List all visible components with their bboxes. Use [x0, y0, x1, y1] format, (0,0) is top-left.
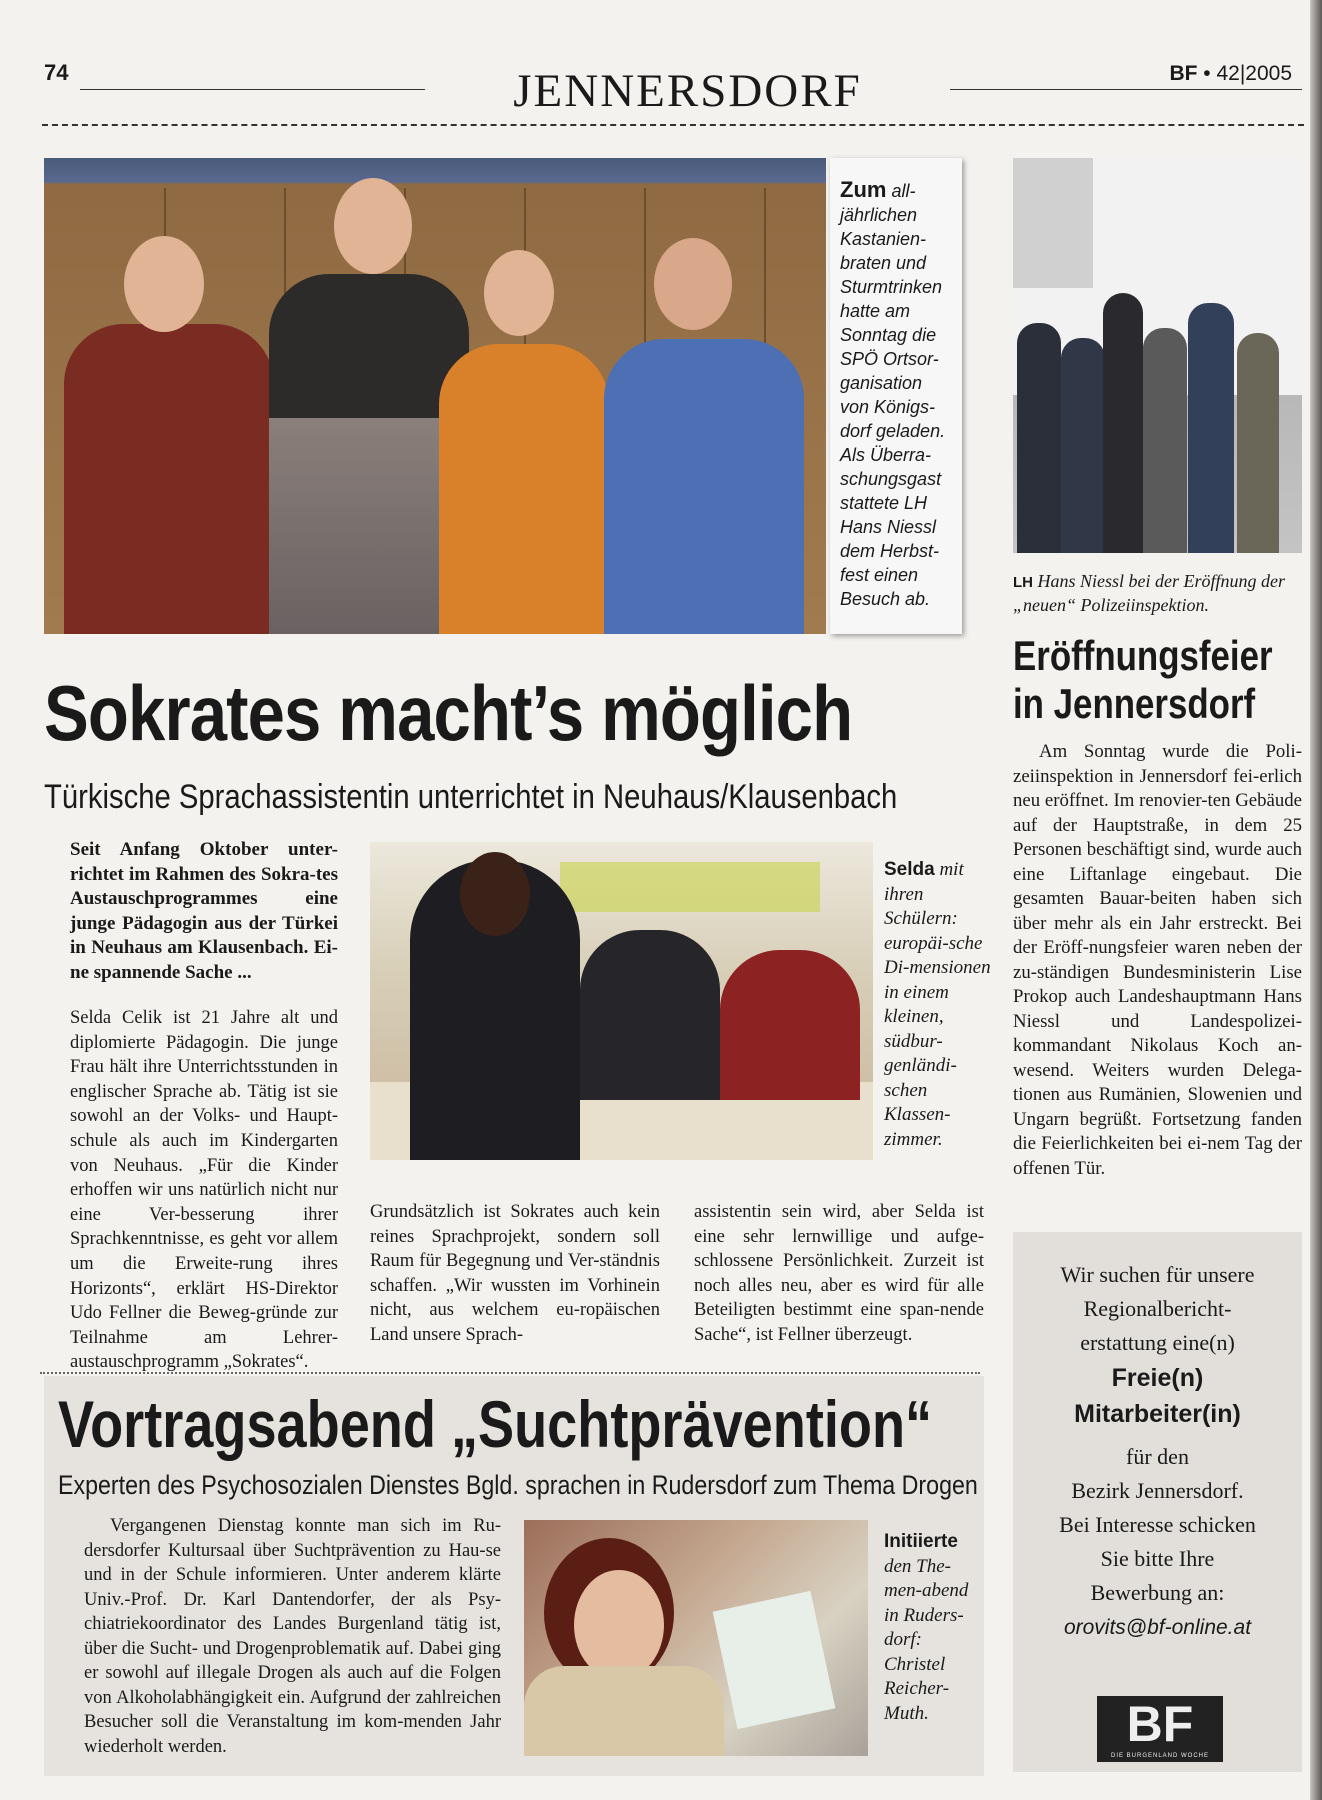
caption-text: Hans Niessl bei der Eröffnung der „neuen“ Polizeiinspektion. — [1013, 571, 1285, 615]
eroeffnung-body — [1013, 740, 1302, 1181]
person-student — [720, 950, 860, 1100]
logo-text: BF — [1126, 1696, 1194, 1752]
person-head — [334, 178, 412, 274]
eroeffnung-paragraph: Am Sonntag wurde die Poli-zeiinspektion in Jennersdorf fei-erlich neu eröffnet. Im renovier-ten Gebäude auf der Hauptstraße, in dem 25 Personen beschäftigt sind, wurde auch eine Liftanlage eingebaut. Die gesamten Bauar-beiten haben sich über mehr als ein Jahr erstreckt. Bei der Eröff-nungsfeier waren neben der zu-ständigen Bundesministerin Lise Prokop auch Landeshauptmann Hans Niessl und Landespolizei-kommandant Nikolaus Koch an-wesend. Weiters wurden Delega-tionen aus Rumänien, Slowenien und Ungarn begrüßt. Fortsetzung fanden die Feierlichkeiten bei ei-nem Tag der offenen Tür. — [1013, 741, 1302, 1179]
eroeffnung-headline: Eröffnungsfeier in Jennersdorf — [1013, 632, 1273, 727]
header-divider — [42, 124, 1304, 126]
bf-logo — [1097, 1696, 1223, 1762]
header-rule-right — [950, 89, 1302, 90]
publication-issue — [1169, 62, 1292, 86]
person-student — [580, 930, 720, 1100]
job-advertisement — [1013, 1232, 1302, 1772]
ad-line: für den — [1126, 1444, 1189, 1469]
caption-text: den The-men-abend in Ruders-dorf: Christel Reicher-Muth. — [884, 1555, 969, 1724]
person-head — [654, 238, 732, 330]
person-suit — [1103, 293, 1143, 553]
person-officer — [1017, 323, 1061, 553]
page-number: 74 — [44, 60, 69, 85]
teacher-hair — [460, 852, 530, 936]
issue-number: 42|2005 — [1216, 62, 1292, 85]
person-officer — [1188, 303, 1234, 553]
classroom-photo-caption — [884, 858, 992, 1152]
ad-line: Bezirk Jennersdorf. — [1071, 1478, 1244, 1503]
speaker-fur-collar — [524, 1666, 724, 1756]
bullet: • — [1203, 62, 1217, 85]
ad-email-link[interactable]: orovits@bf-online.at — [1063, 1616, 1252, 1639]
sokrates-body-col3: assistentin sein wird, aber Selda ist eine sehr lernwillige und aufge-schlossene Persönlichkeit. Zurzeit ist noch alles neu, aber es wird für alle Beteiligten bestimmt eine span-nende Sache“, ist Fellner überzeugt. — [694, 1202, 984, 1345]
sokrates-subheadline: Türkische Sprachassistentin unterrichtet in Neuhaus/Klausenbach — [44, 778, 898, 816]
ad-position: Freie(n) — [1111, 1364, 1204, 1392]
sokrates-body-col2: Grundsätzlich ist Sokrates auch kein reines Sprachprojekt, sondern soll Raum für Begegnung und Ver-ständnis schaffen. „Wir wussten im Vorhinein nicht, aus welchem eu-ropäischen Land unsere Sprach- — [370, 1202, 660, 1345]
ad-line: Wir suchen für unsere — [1060, 1262, 1255, 1287]
caption-lead: LH — [1013, 574, 1033, 591]
sokrates-body-col1: Selda Celik ist 21 Jahre alt und diplomierte Pädagogin. Die junge Frau hält ihre Unterrichtsstunden in englischer Sprache ab. Tätig ist sie sowohl an der Volks- und Haupt-schule als auch im Kindergarten von Neuhaus. „Für die Kinder erhoffen wir uns natürlich nicht nur eine Ver-besserung ihrer Sprachkenntnisse, es geht vor allem um die Erweite-rung ihres Horizonts“, erklärt HS-Direktor Udo Fellner die Beweg-gründe zur Teilnahme am Lehrer-austauschprogramm „Sokrates“. — [70, 1008, 338, 1373]
police-photo-caption — [1013, 570, 1302, 617]
person-head — [124, 236, 204, 332]
ad-line: Regionalbericht- — [1083, 1296, 1232, 1321]
chestnut-party-photo — [44, 158, 826, 634]
person-head — [484, 250, 554, 336]
speaker-photo — [524, 1520, 868, 1756]
brochure — [713, 1591, 836, 1729]
ad-line: Sie bitte Ihre — [1100, 1546, 1215, 1571]
person-officer — [1061, 338, 1105, 553]
top-photo-caption — [830, 158, 962, 634]
wall-poster — [560, 862, 820, 912]
lower-divider — [40, 1372, 980, 1374]
caption-lead: Initiierte — [884, 1531, 958, 1552]
ad-line: Bewerbung an: — [1090, 1580, 1225, 1605]
building-wall — [1013, 158, 1093, 288]
header-rule-left — [80, 89, 425, 90]
person-red-sweater — [64, 324, 274, 634]
police-opening-photo — [1013, 158, 1302, 553]
speaker-photo-caption — [884, 1530, 984, 1726]
publication-name: BF — [1169, 62, 1198, 85]
vortrag-subheadline: Experten des Psychosozialen Dienstes Bgld. sprachen in Rudersdorf zum Thema Drogen — [58, 1470, 978, 1500]
vortrag-headline: Vortragsabend „Suchtprävention“ — [58, 1387, 933, 1461]
classroom-photo — [370, 842, 873, 1160]
speaker-face — [574, 1570, 664, 1680]
page-edge-shadow — [1310, 0, 1322, 1800]
section-title: JENNERSDORF — [513, 65, 862, 117]
logo-tagline: DIE BURGENLAND WOCHE — [1110, 1753, 1209, 1759]
sokrates-lead: Seit Anfang Oktober unter-richtet im Rahmen des Sokra-tes Austauschprogrammes eine junge Pädagogin aus der Türkei in Neuhaus am Klausenbach. Ei-ne spannende Sache ... — [70, 839, 338, 983]
vortrag-body — [84, 1514, 501, 1759]
person-blue-shirt — [604, 339, 804, 634]
person-woman — [1237, 333, 1279, 553]
ad-position: Mitarbeiter(in) — [1074, 1400, 1241, 1428]
vortrag-paragraph: Vergangenen Dienstag konnte man sich im Ru-dersdorfer Kultursaal über Suchtprävention zu Hau-se und in der Schule informieren. Unter anderem klärte Univ.-Prof. Dr. Karl Dantendorfer, der als Psy-chiatriekoordinator des Landes Burgenland tätig ist, über die Sucht- und Drogenproblematik auf. Dabei ging er sowohl auf illegale Drogen als auch auf die Folgen von Alkoholabhängigkeit ein. Aufgrund der zahlreichen Besucher soll die Veranstaltung im kom-menden Jahr wiederholt werden. — [84, 1516, 501, 1757]
ad-line: Bei Interesse schicken — [1059, 1512, 1256, 1537]
caption-lead: Zum — [840, 177, 887, 202]
person-orange-jacket — [439, 344, 609, 634]
caption-text: mit ihren Schülern: europäi-sche Di-mensionen in einem kleinen, südbur-genländi-schen Klassen-zimmer. — [884, 859, 991, 1150]
ad-line: erstattung eine(n) — [1080, 1330, 1235, 1355]
sokrates-headline: Sokrates macht’s möglich — [44, 669, 853, 757]
caption-lead: Selda — [884, 859, 935, 880]
caption-text: all-jährlichen Kastanien-braten und Sturmtrinken hatte am Sonntag die SPÖ Ortsor-ganisation von Königs-dorf geladen. Als Überra-schungsgast stattete LH Hans Niessl dem Herbst-fest einen Besuch ab. — [840, 181, 946, 609]
person-suit — [1143, 328, 1187, 553]
